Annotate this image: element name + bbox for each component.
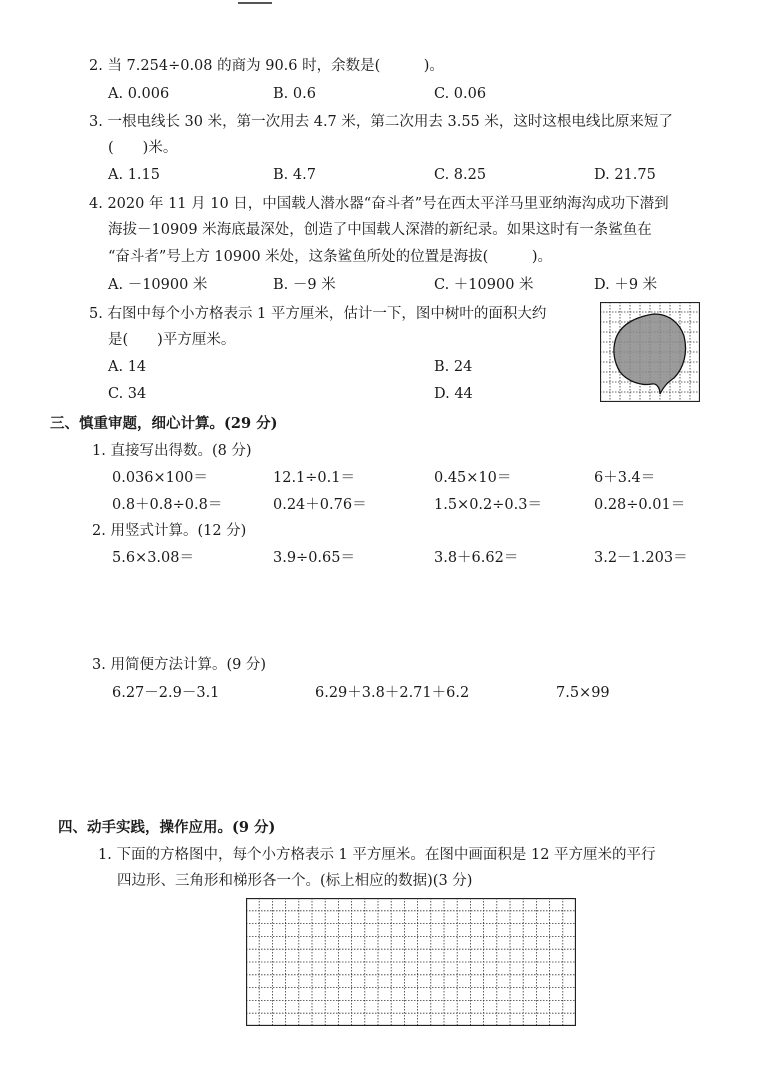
q4-line1: 4. 2020 年 11 月 10 日，中国载人潜水器“奋斗者”号在西太平洋马里亚纳海沟成功下潜到 <box>89 196 669 212</box>
q4-line3: “奋斗者”号上方 10900 米处，这条鲨鱼所处的位置是海拔( )。 <box>108 249 552 265</box>
q3-stem: 3. 一根电线长 30 米，第一次用去 4.7 米，第二次用去 3.55 米，这时这根电线比原来短了 <box>89 114 673 130</box>
q3-stem-cont: ( )米。 <box>108 140 178 156</box>
q3-option-a: A. 1.15 <box>108 167 160 183</box>
q4-option-a: A. －10900 米 <box>108 277 208 293</box>
q5-option-c: C. 34 <box>108 386 147 402</box>
section4-title: 四、动手实践，操作应用。(9 分) <box>58 819 276 836</box>
drawing-grid[interactable] <box>246 898 576 1026</box>
vertical-calc-1: 5.6×3.08＝ <box>112 550 194 566</box>
scan-mark <box>238 2 272 4</box>
q2-option-b: B. 0.6 <box>273 86 316 102</box>
vertical-calc-3: 3.8＋6.62＝ <box>434 550 519 566</box>
vertical-calc-2: 3.9÷0.65＝ <box>273 550 355 566</box>
calc-1-4: 6＋3.4＝ <box>594 470 656 486</box>
simplify-calc-2: 6.29＋3.8＋2.71＋6.2 <box>315 685 470 701</box>
calc-2-1: 0.8＋0.8÷0.8＝ <box>112 497 223 513</box>
q2-option-a: A. 0.006 <box>108 86 170 102</box>
q5-line2: 是( )平方厘米。 <box>108 332 236 348</box>
q4-option-b: B. －9 米 <box>273 277 336 293</box>
simplify-calc-3: 7.5×99 <box>556 685 610 701</box>
simplify-calc-1: 6.27－2.9－3.1 <box>112 685 220 701</box>
section3-p2-title: 2. 用竖式计算。(12 分) <box>92 523 247 539</box>
calc-1-1: 0.036×100＝ <box>112 470 208 486</box>
calc-1-3: 0.45×10＝ <box>434 470 512 486</box>
q5-option-d: D. 44 <box>434 386 473 402</box>
vertical-calc-4: 3.2－1.203＝ <box>594 550 688 566</box>
q4-line2: 海拔－10909 米海底最深处，创造了中国载人深潜的新纪录。如果这时有一条鲨鱼在 <box>108 222 652 238</box>
q3-option-d: D. 21.75 <box>594 167 656 183</box>
section4-q1-line1: 1. 下面的方格图中，每个小方格表示 1 平方厘米。在图中画面积是 12 平方厘米的平行 <box>98 847 656 863</box>
q4-option-c: C. ＋10900 米 <box>434 277 534 293</box>
q5-line1: 5. 右图中每个小方格表示 1 平方厘米，估计一下，图中树叶的面积大约 <box>89 306 547 322</box>
calc-1-2: 12.1÷0.1＝ <box>273 470 355 486</box>
section3-title: 三、慎重审题，细心计算。(29 分) <box>50 415 278 432</box>
q2-option-c: C. 0.06 <box>434 86 487 102</box>
calc-2-4: 0.28÷0.01＝ <box>594 497 686 513</box>
section3-p1-title: 1. 直接写出得数。(8 分) <box>92 443 252 459</box>
q3-option-c: C. 8.25 <box>434 167 487 183</box>
section3-p3-title: 3. 用简便方法计算。(9 分) <box>92 657 267 673</box>
q2-stem: 2. 当 7.254÷0.08 的商为 90.6 时，余数是( )。 <box>89 58 444 74</box>
calc-2-2: 0.24＋0.76＝ <box>273 497 367 513</box>
leaf-grid-figure <box>600 302 700 402</box>
q3-option-b: B. 4.7 <box>273 167 316 183</box>
calc-2-3: 1.5×0.2÷0.3＝ <box>434 497 542 513</box>
q5-option-b: B. 24 <box>434 359 473 375</box>
q5-option-a: A. 14 <box>108 359 147 375</box>
q4-option-d: D. ＋9 米 <box>594 277 658 293</box>
section4-q1-line2: 四边形、三角形和梯形各一个。(标上相应的数据)(3 分) <box>117 873 473 889</box>
